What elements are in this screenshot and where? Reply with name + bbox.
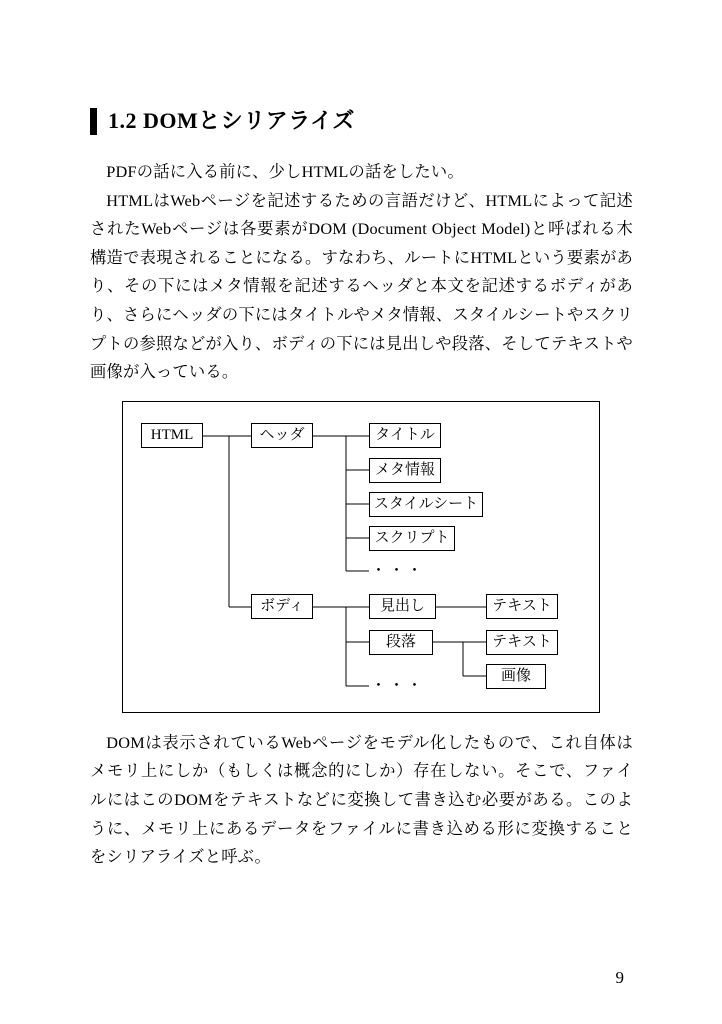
node-script: スクリプト bbox=[369, 526, 455, 551]
node-body: ボディ bbox=[251, 594, 313, 619]
section-title: 1.2 DOMとシリアライズ bbox=[108, 108, 355, 134]
section-heading bbox=[90, 108, 633, 135]
node-paragraph: 段落 bbox=[369, 630, 433, 655]
page-number: 9 bbox=[615, 968, 624, 987]
node-stylesheet: スタイルシート bbox=[369, 492, 483, 517]
paragraph-serialize-explanation: DOMは表示されているWebページをモデル化したもので、これ自体はメモリ上にしか（もしくは概念的にしか）存在しない。そこで、ファイルにはこのDOMをテキストなどに変換して書き込む必要がある。このように、メモリ上にあるデータをファイルに書き込める形に変換することをシリアライズと呼ぶ。 bbox=[90, 732, 633, 867]
node-meta-info: メタ情報 bbox=[369, 458, 441, 483]
paragraph-intro: PDFの話に入る前に、少しHTMLの話をしたい。 bbox=[106, 162, 464, 181]
node-heading: 見出し bbox=[369, 594, 436, 619]
node-text-under-heading: テキスト bbox=[486, 594, 558, 619]
node-title: タイトル bbox=[369, 423, 441, 448]
node-html: HTML bbox=[141, 423, 203, 448]
body-children-ellipsis: ・・・ bbox=[371, 677, 426, 694]
paragraph-dom-explanation: HTMLはWebページを記述するための言語だけど、HTMLによって記述されたWebページは各要素がDOM (Document Object Model)と呼ばれる木構造で表現されることになる。すなわち、ルートにHTMLという要素があり、その下にはメタ情報を記述するヘッダと本文を記述するボディがあり、さらにヘッダの下にはタイトルやメタ情報、スタイルシートやスクリプトの参照などが入り、ボディの下には見出しや段落、そしてテキストや画像が入っている。 bbox=[90, 190, 633, 382]
node-text-under-paragraph: テキスト bbox=[486, 630, 558, 655]
dom-tree-diagram bbox=[122, 401, 600, 713]
node-image: 画像 bbox=[486, 664, 546, 689]
heading-bar bbox=[90, 108, 97, 135]
header-children-ellipsis: ・・・ bbox=[371, 562, 426, 579]
node-header: ヘッダ bbox=[251, 423, 313, 448]
